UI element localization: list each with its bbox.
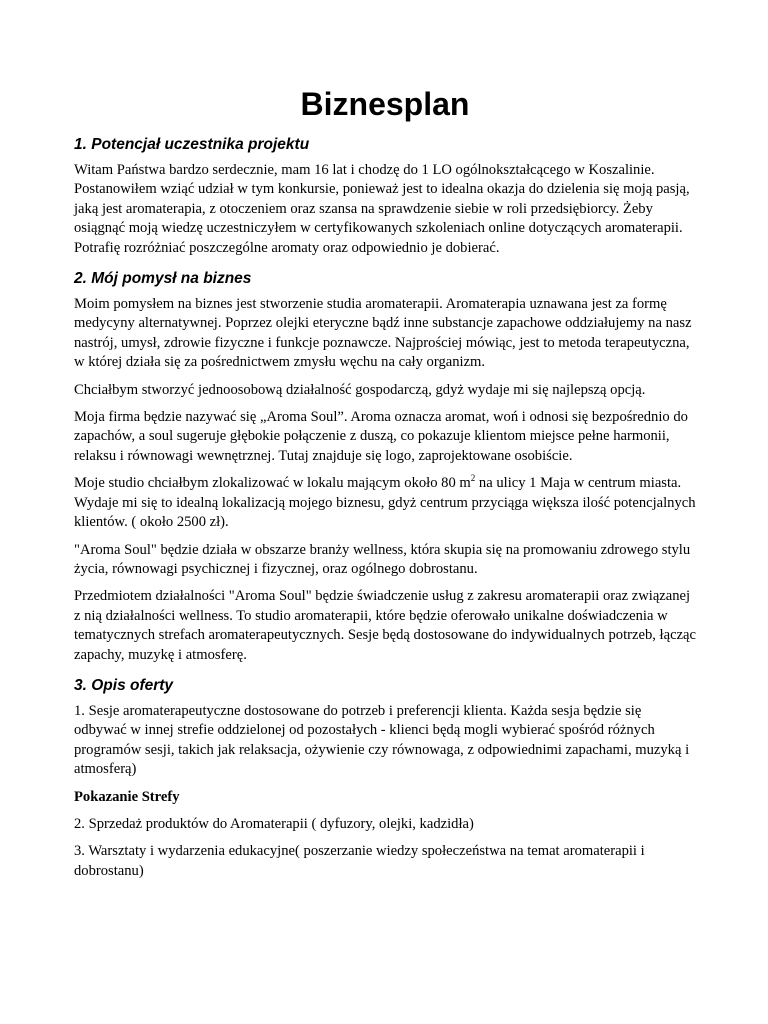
section-heading: 1. Potencjał uczestnika projektu — [74, 136, 310, 153]
section-heading: 2. Mój pomysł na biznes — [74, 270, 252, 288]
paragraph: 3. Warsztaty i wydarzenia edukacyjne( poszerzanie wiedzy społeczeństwa na temat aromaterapii i dobrostanu) — [74, 843, 645, 879]
paragraph-location — [74, 474, 696, 532]
paragraph-bold — [74, 788, 696, 807]
paragraph: 2. Sprzedaż produktów do Aromaterapii ( dyfuzory, olejki, kadzidła) — [74, 815, 474, 832]
section-offer — [74, 675, 696, 881]
paragraph: Chciałbym stworzyć jednoosobową działalność gospodarczą, gdyż wydaje mi się najlepszą opcją. — [74, 381, 646, 398]
document-title: Biznesplan — [300, 86, 470, 122]
document-content — [74, 134, 696, 881]
paragraph: 1. Sesje aromaterapeutyczne dostosowane do potrzeb i preferencji klienta. Każda sesja będzie się odbywać w innej strefie oddzielonej od pozostałych - klienci będą mogli wybierać spośród różnych programów sesji, takich jak relaksacja, ożywienie czy równowaga, z odpowiednimi zapachami, muzyką i atmosferą) — [74, 702, 690, 778]
section-potential — [74, 134, 696, 258]
bold-label: Pokazanie Strefy — [74, 788, 180, 805]
section-business-idea — [74, 268, 696, 665]
section-heading: 3. Opis oferty — [74, 676, 174, 694]
paragraph: Witam Państwa bardzo serdecznie, mam 16 lat i chodzę do 1 LO ogólnokształcącego w Koszalinie. Postanowiłem wziąć udział w tym konkursie, ponieważ jest to idealna okazja do dzielenia się moją pasją, jaką jest aromaterapia, z otoczeniem oraz szansa na sprawdzenie siebie w roli przedsiębiorcy. Żeby osiągnąć moją wiedzę uczestniczyłem w certyfikowanych szkoleniach online dotyczących aromaterapii. Potrafię rozróżniać poszczególne aromaty oraz odpowiednio je dobierać. — [74, 162, 690, 256]
paragraph: Przedmiotem działalności "Aroma Soul" będzie świadczenie usług z zakresu aromaterapii oraz związanej z nią działalności wellness. To studio aromaterapii, które będzie oferowało unikalne doświadczenia w tematycznych strefach aromaterapeutycznych. Sesje będą dostosowane do indywidualnych potrzeb, łącząc zapachy, muzykę i atmosferę. — [74, 588, 697, 663]
paragraph: Moja firma będzie nazywać się „Aroma Soul”. Aroma oznacza aromat, woń i odnosi się bezpośrednio do zapachów, a soul sugeruje głębokie połączenie z duszą, co pokazuje klientom miejsce pełne harmonii, relaksu i równowagi wewnętrznej. Tutaj znajduje się logo, zaprojektowane osobiście. — [74, 409, 688, 464]
paragraph: "Aroma Soul" będzie działa w obszarze branży wellness, która skupia się na promowaniu zdrowego stylu życia, równowagi psychicznej i fizycznej, oraz ogólnego dobrostanu. — [74, 541, 691, 577]
superscript: 2 — [470, 473, 476, 484]
text-run: Moje studio chciałbym zlokalizować w lokalu mającym około 80 m — [74, 475, 471, 492]
text-run: na ulicy 1 Maja w centrum miasta. Wydaje mi się to idealną lokalizacją mojego biznesu, gdyż centrum przyciąga większa ilość potencjalnych klientów. ( około 2500 zł). — [74, 475, 696, 531]
paragraph: Moim pomysłem na biznes jest stworzenie studia aromaterapii. Aromaterapia uznawana jest za formę medycyny alternatywnej. Poprzez olejki eteryczne bądź inne substancje zapachowe oddziałujemy na nasz nastrój, umysł, zdrowie fizyczne i funkcje poznawcze. Najprościej mówiąc, jest to metoda terapeutyczna, w której działa się za pośrednictwem zmysłu węchu na cały organizm. — [74, 296, 692, 371]
